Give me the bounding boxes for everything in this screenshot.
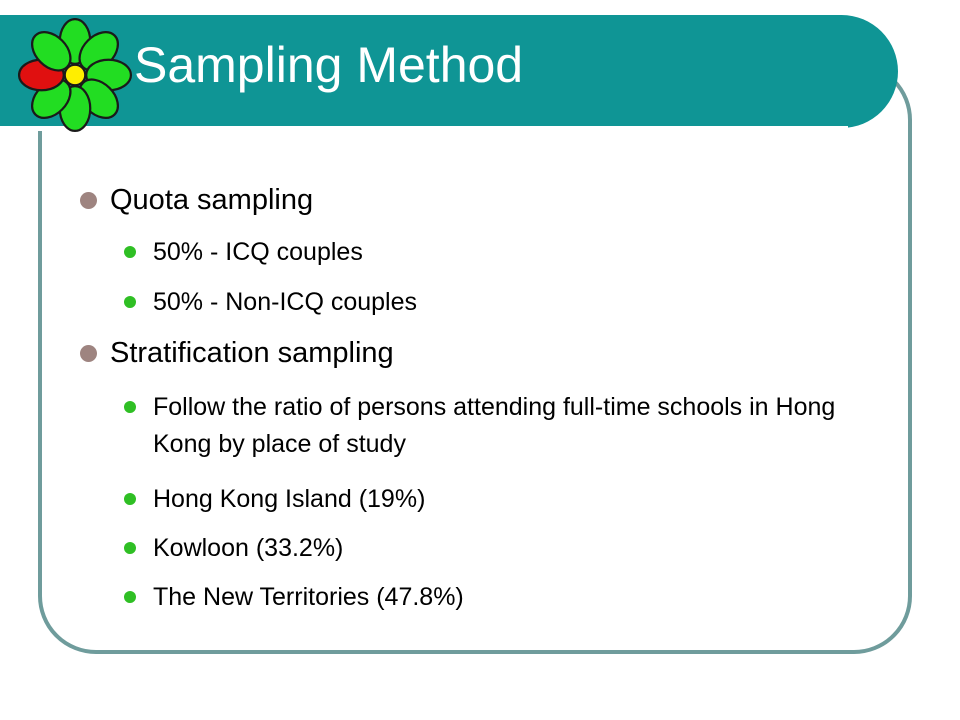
bullet-text: Quota sampling: [110, 184, 314, 216]
bullet-text: Follow the ratio of persons attending full-time schools in Hong Kong by place of study: [153, 393, 836, 458]
bullet-text: 50% - Non-ICQ couples: [153, 288, 418, 316]
bullet-icq-couples: [124, 234, 844, 271]
bullet-text: The New Territories (47.8%): [153, 583, 464, 611]
bullet-marker: [80, 192, 97, 209]
bullet-non-icq-couples: [124, 284, 844, 321]
bullet-marker: [124, 542, 136, 554]
bullet-new-territories: [124, 579, 844, 616]
bullet-marker: [124, 401, 136, 413]
bullet-marker: [80, 345, 97, 362]
bullet-follow-ratio: [124, 389, 844, 463]
bullet-marker: [124, 493, 136, 505]
bullet-text: 50% - ICQ couples: [153, 238, 363, 266]
bullet-marker: [124, 296, 136, 308]
bullet-marker: [124, 591, 136, 603]
bullet-text: Stratification sampling: [110, 337, 394, 369]
slide-title: Sampling Method: [134, 37, 524, 93]
bullet-text: Kowloon (33.2%): [153, 534, 344, 562]
bullet-kowloon: [124, 530, 844, 567]
bullet-hong-kong-island: [124, 481, 844, 518]
bullet-text: Hong Kong Island (19%): [153, 485, 426, 513]
bullet-marker: [124, 246, 136, 258]
